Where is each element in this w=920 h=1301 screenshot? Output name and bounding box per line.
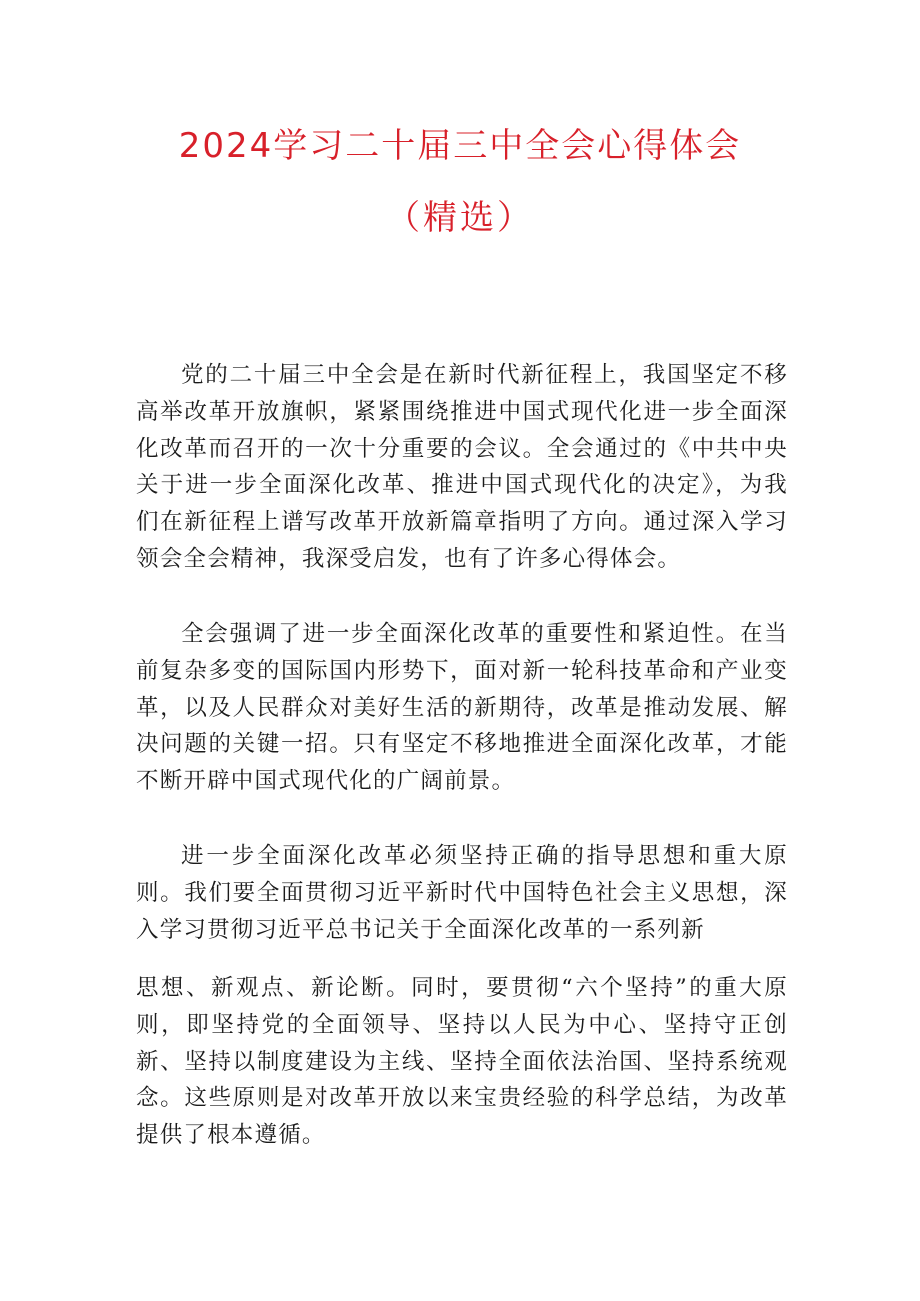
paragraph-4: 思想、新观点、新论断。同时，要贯彻“六个坚持”的重大原则，即坚持党的全面领导、坚持以人民为中心、坚持守正创新、坚持以制度建设为主线、坚持全面依法治国、坚持系统观念。这些原则是对改革开放以来宝贵经验的科学总结，为改革提供了根本遵循。 [136, 975, 788, 1149]
page-title: 2024学习二十届三中全会心得体会 [178, 126, 742, 166]
paragraph-3: 进一步全面深化改革必须坚持正确的指导思想和重大原则。我们要全面贯彻习近平新时代中国特色社会主义思想，深入学习贯彻习近平总书记关于全面深化改革的一系列新 [136, 843, 788, 943]
page-subtitle: （精选） [386, 198, 534, 238]
paragraph-1: 党的二十届三中全会是在新时代新征程上，我国坚定不移高举改革开放旗帜，紧紧围绕推进中国式现代化进一步全面深化改革而召开的一次十分重要的会议。全会通过的《中共中央关于进一步全面深化改革、推进中国式现代化的决定》，为我们在新征程上谱写改革开放新篇章指明了方向。通过深入学习领会全会精神，我深受启发，也有了许多心得体会。 [136, 362, 788, 572]
paragraph-2: 全会强调了进一步全面深化改革的重要性和紧迫性。在当前复杂多变的国际国内形势下，面对新一轮科技革命和产业变革，以及人民群众对美好生活的新期待，改革是推动发展、解决问题的关键一招。只有坚定不移地推进全面深化改革，才能不断开辟中国式现代化的广阔前景。 [136, 621, 788, 795]
